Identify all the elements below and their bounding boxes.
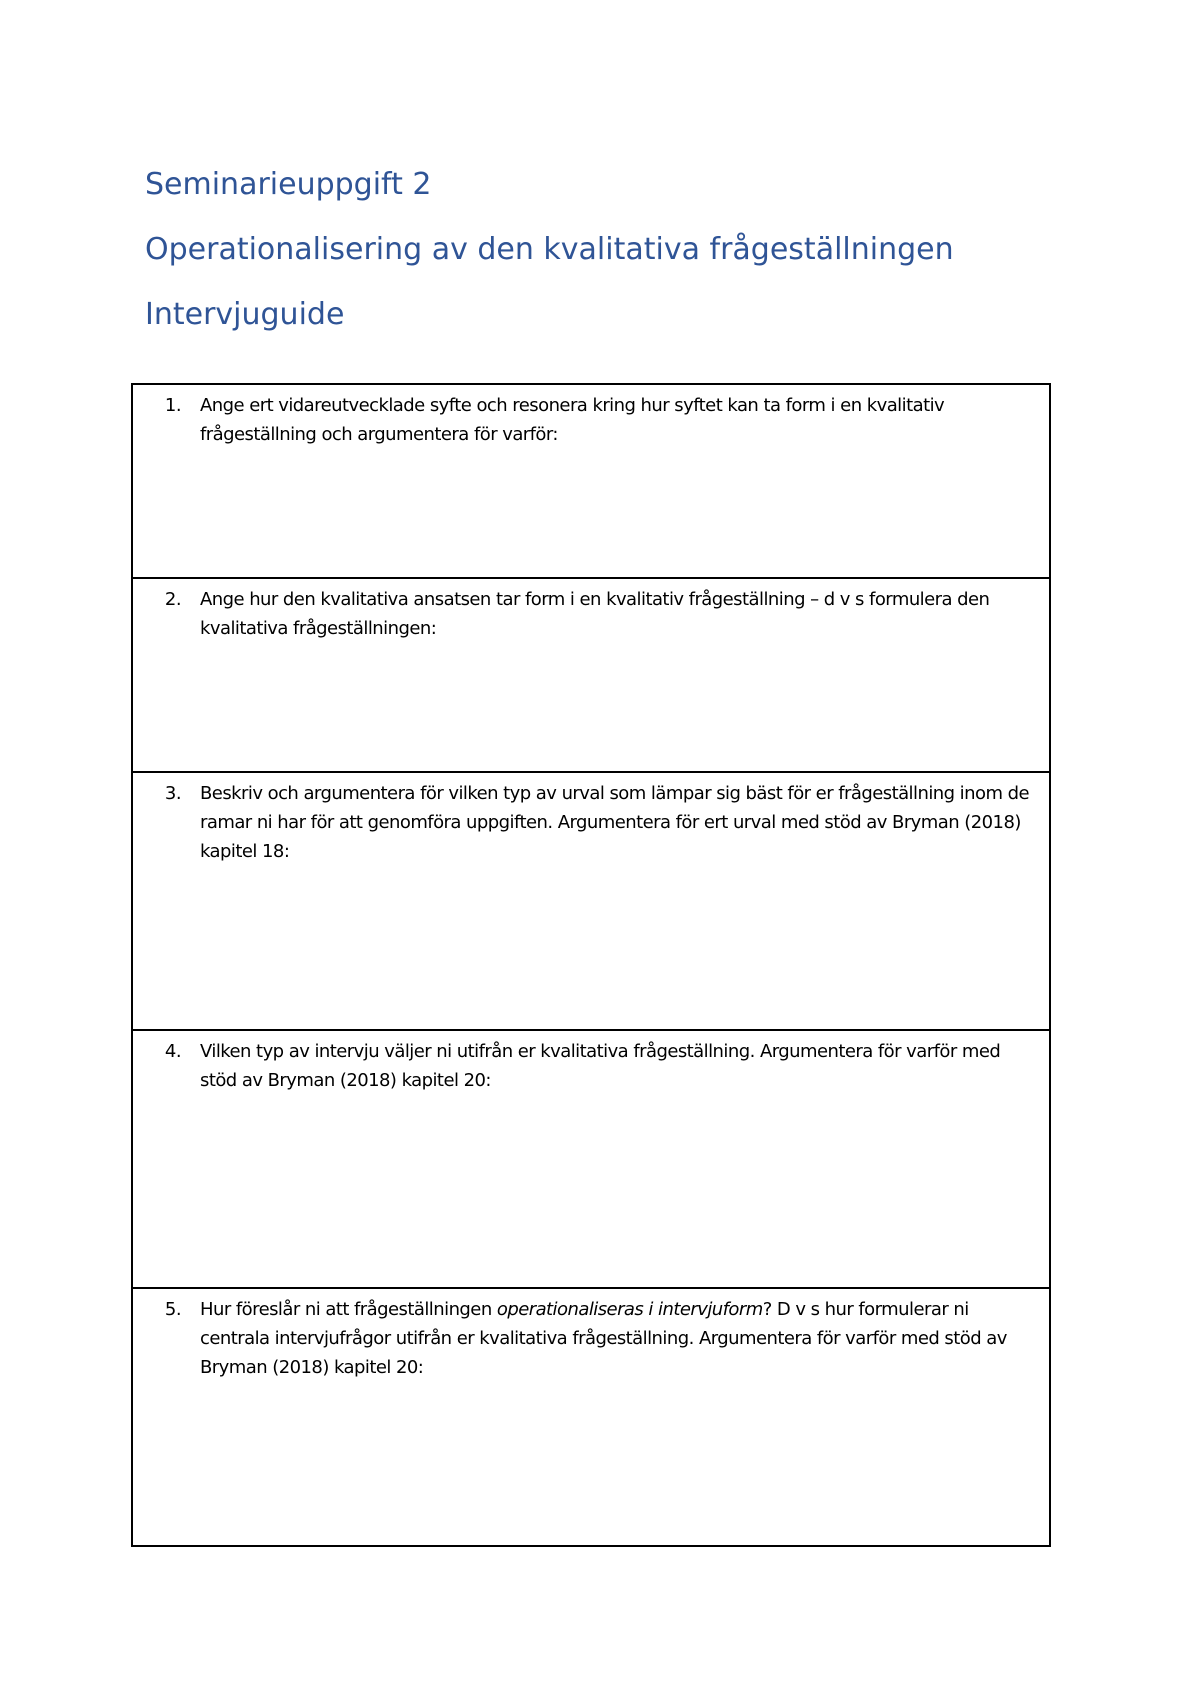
answer-cell[interactable]	[132, 1288, 1050, 1546]
question-item	[133, 1037, 1029, 1095]
question-text-before: Hur föreslår ni att frågeställningen	[200, 1299, 497, 1320]
question-number: 2.	[164, 589, 181, 610]
question-text	[200, 1295, 1029, 1382]
answer-cell[interactable]	[132, 384, 1050, 578]
question-item	[133, 585, 1029, 643]
question-number: 1.	[164, 395, 181, 416]
question-item	[133, 391, 1029, 449]
answer-cell[interactable]	[132, 1030, 1050, 1288]
section-heading: Intervjuguide	[145, 297, 345, 332]
answer-cell[interactable]	[132, 772, 1050, 1030]
table-row	[132, 1030, 1050, 1288]
question-item	[133, 1295, 1029, 1382]
page-subtitle: Operationalisering av den kvalitativa frågeställningen	[145, 232, 954, 267]
table-row	[132, 578, 1050, 772]
question-text: Ange ert vidareutvecklade syfte och resonera kring hur syftet kan ta form i en kvalitativ frågeställning och argumentera för varför:	[200, 395, 945, 445]
table-row	[132, 1288, 1050, 1546]
question-number: 3.	[164, 783, 181, 804]
question-text-emphasis: operationaliseras i intervjuform	[496, 1299, 763, 1320]
question-number: 4.	[164, 1041, 181, 1062]
table-row	[132, 772, 1050, 1030]
question-text: Vilken typ av intervju väljer ni utifrån er kvalitativa frågeställning. Argumentera för varför med stöd av Bryman (2018) kapitel 20:	[200, 1041, 1001, 1091]
table-row	[132, 384, 1050, 578]
question-text-after: ? D v s hur formulerar ni centrala intervjufrågor utifrån er kvalitativa frågeställning. Argumentera för varför med stöd av Bryman (2018) kapitel 20:	[200, 1299, 1007, 1378]
answer-cell[interactable]	[132, 578, 1050, 772]
question-item	[133, 779, 1029, 866]
page-title: Seminarieuppgift 2	[145, 167, 432, 202]
question-table	[131, 383, 1051, 1547]
question-number: 5.	[164, 1299, 181, 1320]
question-text: Beskriv och argumentera för vilken typ av urval som lämpar sig bäst för er frågeställning inom de ramar ni har för att genomföra uppgiften. Argumentera för ert urval med stöd av Bryman (2018) kapitel 18:	[200, 783, 1030, 862]
question-text: Ange hur den kvalitativa ansatsen tar form i en kvalitativ frågeställning – d v s formulera den kvalitativa frågeställningen:	[200, 589, 990, 639]
